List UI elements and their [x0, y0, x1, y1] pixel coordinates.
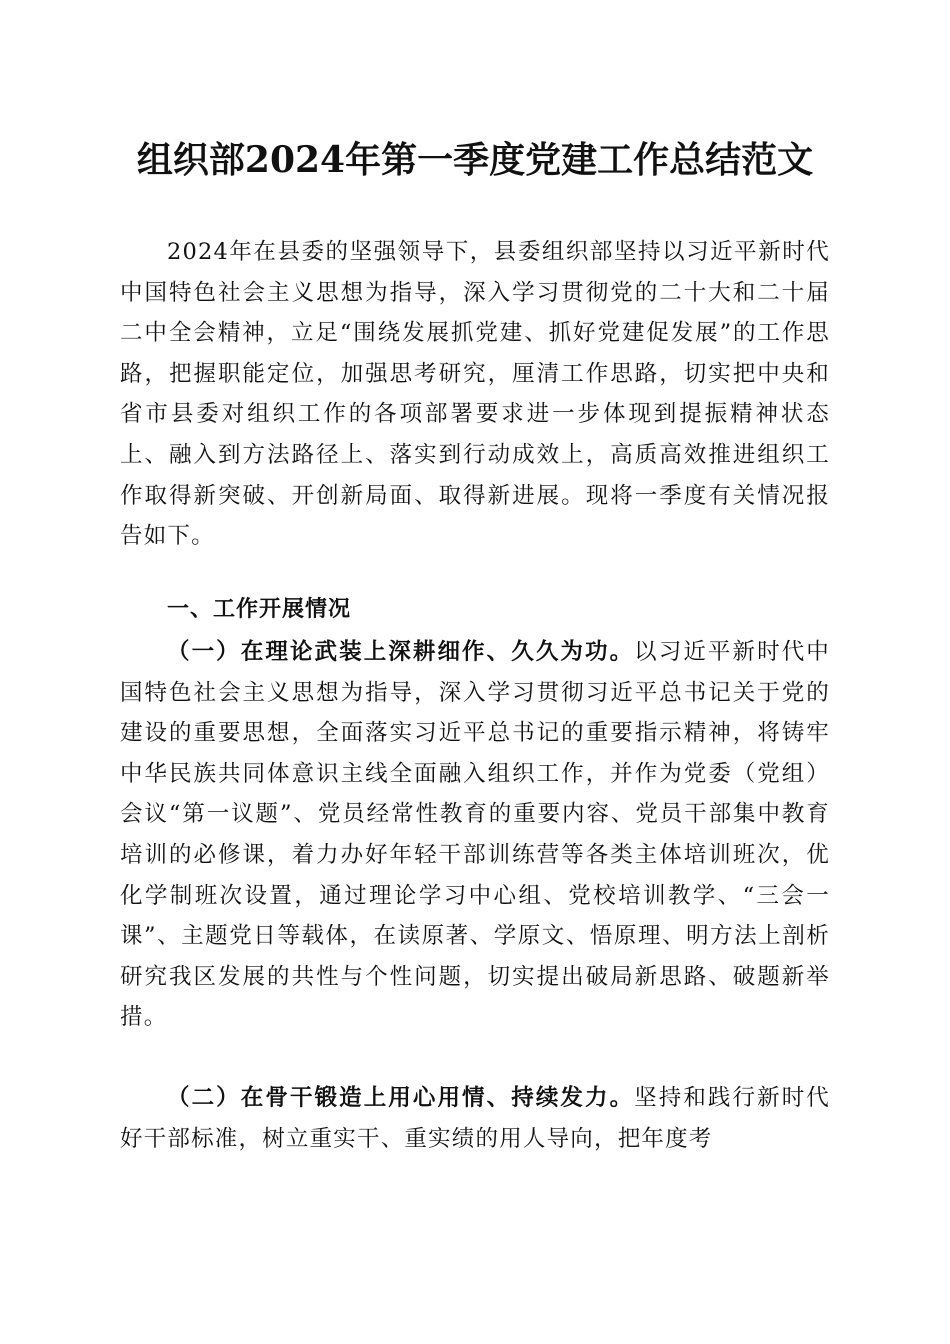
item-two-body: 坚持和践行新时代好干部标准，树立重实干、重实绩的用人导向，把年度考: [120, 1085, 830, 1152]
section-heading: 一、工作开展情况: [167, 597, 352, 622]
item-two-title: （二）在骨干锻造上用心用情、持续发力。: [167, 1085, 635, 1111]
item-one-paragraph: [120, 632, 830, 1038]
document-title: 组织部2024年第一季度党建工作总结范文: [136, 139, 814, 181]
intro-paragraph: 2024年在县委的坚强领导下，县委组织部坚持以习近平新时代中国特色社会主义思想为指导，深入学习贯彻党的二十大和二十届二中全会精神，立足“围绕发展抓党建、抓好党建促发展”的工作思路，把握职能定位，加强思考研究，厘清工作思路，切实把中央和省市县委对组织工作的各项部署要求进一步体现到提振精神状态上、融入到方法路径上、落实到行动成效上，高质高效推进组织工作取得新突破、开创新局面、取得新进展。现将一季度有关情况报告如下。: [120, 239, 830, 550]
item-one-title: （一）在理论武装上深耕细作、久久为功。: [167, 639, 635, 665]
item-two-paragraph: [120, 1078, 830, 1159]
item-one-body: 以习近平新时代中国特色社会主义思想为指导，深入学习贯彻习近平总书记关于党的建设的重要思想，全面落实习近平总书记的重要指示精神，将铸牢中华民族共同体意识主线全面融入组织工作，并作为党委（党组）会议“第一议题”、党员经常性教育的重要内容、党员干部集中教育培训的必修课，着力办好年轻干部训练营等各类主体培训班次，优化学制班次设置，通过理论学习中心组、党校培训教学、“三会一课”、主题党日等载体，在读原著、学原文、悟原理、明方法上剖析研究我区发展的共性与个性问题，切实提出破局新思路、破题新举措。: [120, 639, 830, 1031]
